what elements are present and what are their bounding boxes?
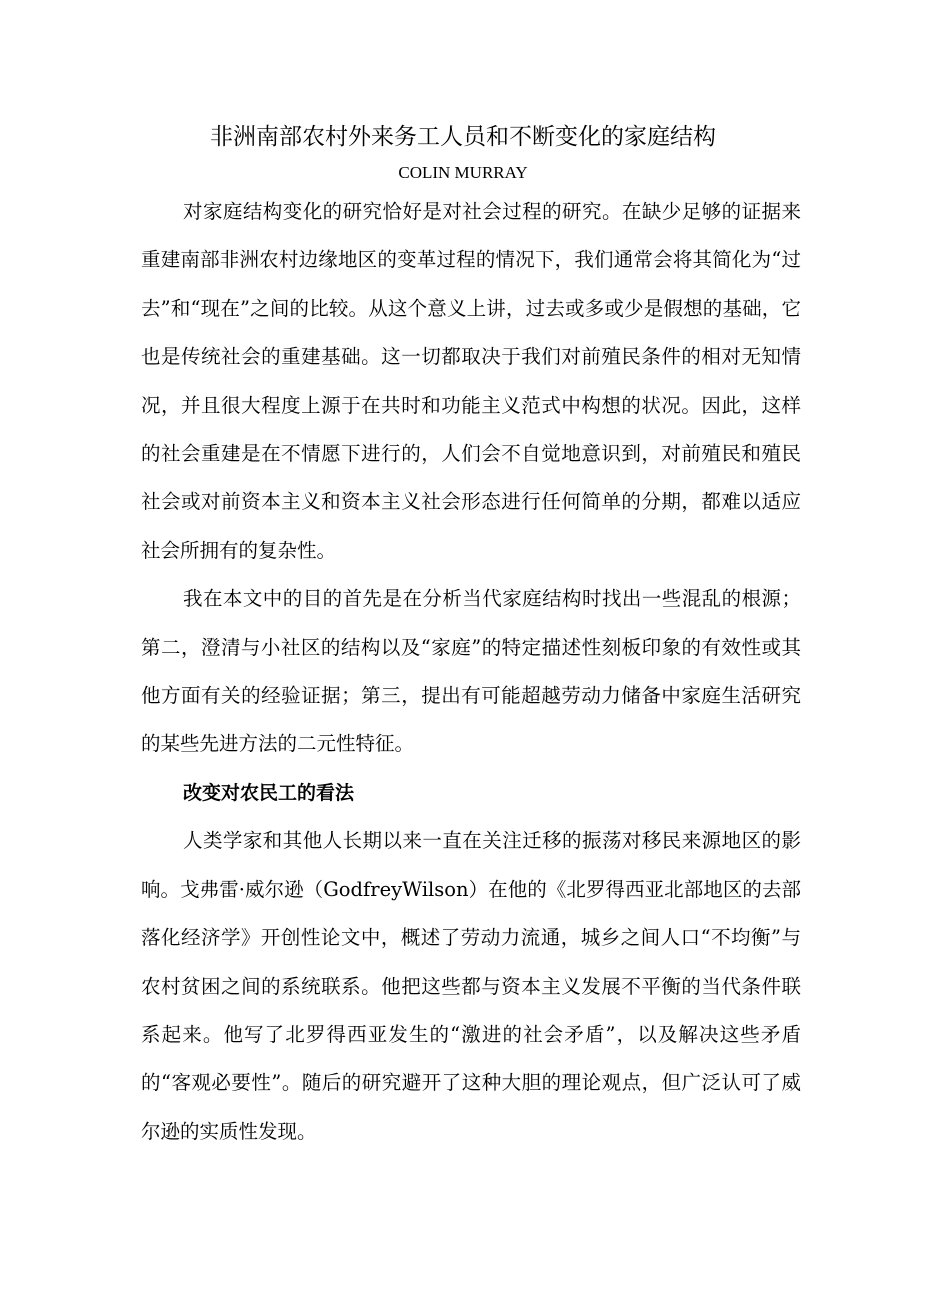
body-paragraph-1: 对家庭结构变化的研究恰好是对社会过程的研究。在缺少足够的证据来重建南部非洲农村边缘地区的变革过程的情况下，我们通常会将其简化为“过去”和“现在”之间的比较。从这个意义上讲，过去或多或少是假想的基础，它也是传统社会的重建基础。这一切都取决于我们对前殖民条件的相对无知情况，并且很大程度上源于在共时和功能主义范式中构想的状况。因此，这样的社会重建是在不情愿下进行的，人们会不自觉地意识到，对前殖民和殖民社会或对前资本主义和资本主义社会形态进行任何简单的分期，都难以适应社会所拥有的复杂性。 bbox=[141, 200, 801, 562]
document-body bbox=[141, 188, 801, 1156]
section-paragraph: 人类学家和其他人长期以来一直在关注迁移的振荡对移民来源地区的影响。戈弗雷·威尔逊（GodfreyWilson）在他的《北罗得西亚北部地区的去部落化经济学》开创性论文中，概述了劳动力流通，城乡之间人口“不均衡”与农村贫困之间的系统联系。他把这些都与资本主义发展不平衡的当代条件联系起来。他写了北罗得西亚发生的“激进的社会矛盾”，以及解决这些矛盾的“客观必要性”。随后的研究避开了这种大胆的理论观点，但广泛认可了威尔逊的实质性发现。 bbox=[141, 829, 801, 1143]
author-name: COLIN MURRAY bbox=[398, 163, 528, 182]
document-title: 非洲南部农村外来务工人员和不断变化的家庭结构 bbox=[210, 124, 716, 150]
section-heading: 改变对农民工的看法 bbox=[183, 781, 355, 804]
body-paragraph-2: 我在本文中的目的首先是在分析当代家庭结构时找出一些混乱的根源；第二，澄清与小社区的结构以及“家庭”的特定描述性刻板印象的有效性或其他方面有关的经验证据；第三，提出有可能超越劳动力储备中家庭生活研究的某些先进方法的二元性特征。 bbox=[141, 587, 801, 756]
